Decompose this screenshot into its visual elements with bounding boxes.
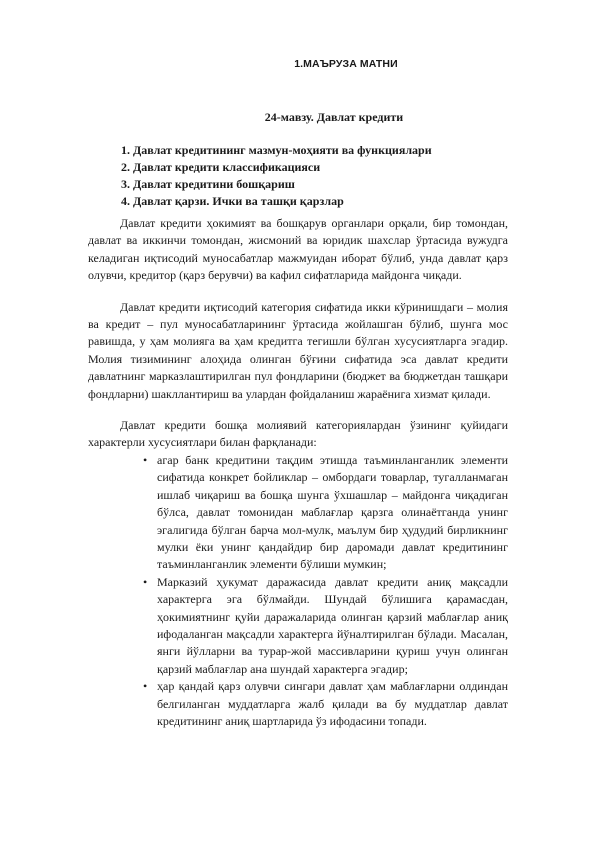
list-item bbox=[143, 574, 508, 678]
outline-item: 3. Давлат кредитини бошқариш bbox=[121, 177, 295, 191]
paragraph: Давлат кредити бошқа молиявий категориялардан ўзининг қуйидаги характерли хусусиятлари билан фарқланади: bbox=[88, 418, 508, 450]
list-item-text: ҳар қандай қарз олувчи сингари давлат ҳам маблағларни олдиндан белгиланган муддатларга жалб қилади ва бу муддатлар давлат кредитининг аниқ шартларида ўз ифодасини топади. bbox=[157, 679, 508, 728]
paragraph: Давлат кредити иқтисодий категория сифатида икки кўринишдаги – молия ва кредит – пул муносабатларининг ўртасида жойлашган бўлиб, шунга мос равишда, у ҳам молияга ва ҳам кредитга тегишли бўлган хусусиятларга эгадир. Молия тизимининг алоҳида олинган бўғини сифатида эса давлат кредити давлатнинг марказлаштирилган пул фондларини (бюджет ва бюджетдан ташқари фондларни) шакллантириш ва улардан фойдаланиш жараёнига хизмат қилади. bbox=[88, 299, 508, 401]
outline-item: 2. Давлат кредити классификацияси bbox=[121, 160, 321, 174]
list-item-text: агар банк кредитини тақдим этишда таъминланганлик элементи сифатида конкрет бойликлар – омбордаги товарлар, тугалланмаган ишлаб чиқариш ва бошқа шунга ўхшашлар – майдонга чиқадиган бўлса, давлат томонидан маблағлар қарзга олинаётганда унинг эгалигида бўлган барча мол-мулк, маълум бир ҳудудий бирликнинг мулки ёки унинг қандайдир бир даромади давлат кредитининг таъминланганлик элементи бўлиши мумкин; bbox=[157, 452, 508, 572]
outline-item: 4. Давлат қарзи. Ички ва ташқи қарзлар bbox=[121, 194, 344, 208]
feature-list bbox=[88, 452, 508, 731]
bullet-icon: • bbox=[143, 574, 148, 589]
topic-outline bbox=[121, 142, 432, 210]
list-item bbox=[143, 678, 508, 730]
bullet-icon: • bbox=[143, 452, 148, 467]
bullet-icon: • bbox=[143, 679, 148, 694]
paragraph: Давлат кредити ҳокимият ва бошқарув органлари орқали, бир томондан, давлат ва иккинчи томондан, жисмоний ва юридик шахслар ўртасида вужудга келадиган иқтисодий муносабатлар мажмуидан иборат бўлиб, унда давлат қарз олувчи, кредитор (қарз берувчи) ва кафил сифатларида майдонга чиқади. bbox=[88, 216, 508, 283]
topic-title: 24-мавзу. Давлат кредити bbox=[264, 110, 404, 124]
outline-item: 1. Давлат кредитининг мазмун-моҳияти ва функциялари bbox=[121, 143, 432, 157]
lecture-text-heading: 1.МАЪРУЗА МАТНИ bbox=[294, 58, 398, 70]
list-item-text: Марказий ҳукумат даражасида давлат кредити аниқ мақсадли характерга эга бўлмайди. Шундай бўлишига қарамасдан, ҳокимиятнинг қуйи даражаларида олинган қарзий маблағлар аниқ ифодаланган мақсадли характерга йўналтирилган бўлади. Масалан, янги йўлларни ва турар-жой массивларини қуриш учун олинган қарзий маблағлар ана шундай характерга эгадир; bbox=[157, 574, 508, 676]
list-item bbox=[143, 452, 508, 574]
lecture-body bbox=[88, 215, 508, 730]
